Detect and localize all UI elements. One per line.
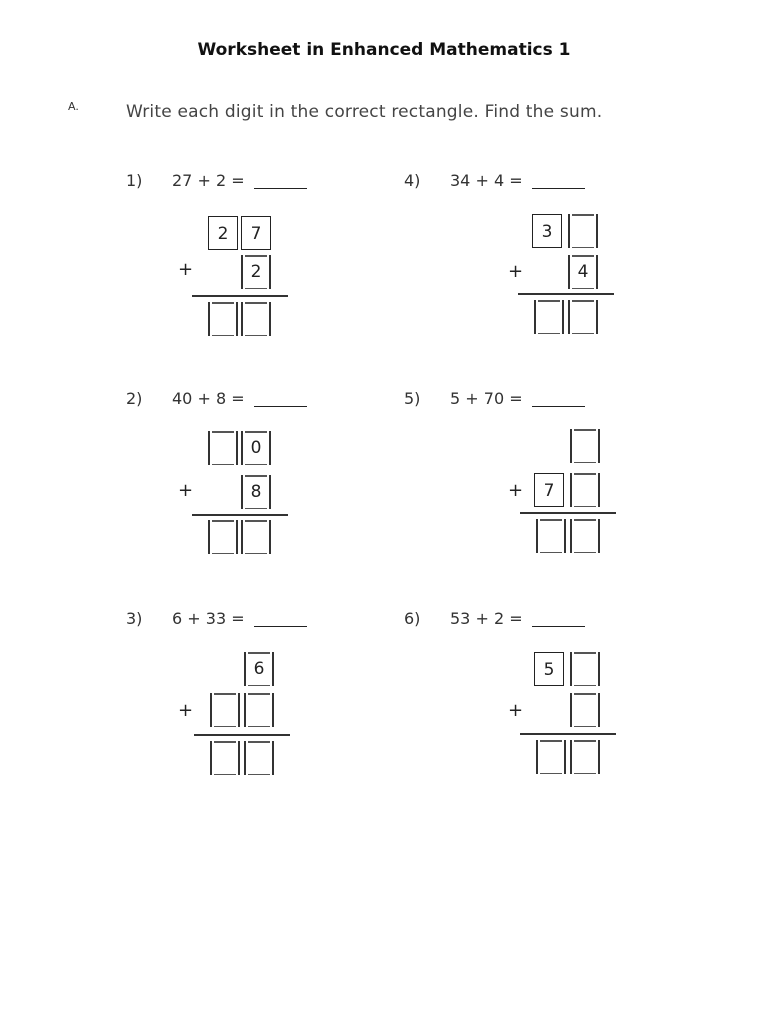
addend2-ones-box[interactable] [570,473,600,507]
addend1-tens-box[interactable]: 2 [208,216,238,250]
answer-blank[interactable] [254,406,307,407]
answer-blank[interactable] [532,406,585,407]
problem-equation: 53 + 2 = [450,609,523,628]
addend2-ones-box[interactable]: 2 [241,255,271,289]
sum-tens-box[interactable] [208,302,238,336]
answer-blank[interactable] [254,188,307,189]
problem-number: 4) [404,171,421,190]
sum-ones-box[interactable] [568,300,598,334]
sum-tens-box[interactable] [536,519,566,553]
sum-line [192,295,288,297]
addend2-tens-box[interactable] [210,693,240,727]
problem-number: 6) [404,609,421,628]
problem-1 [126,171,366,371]
problem-5 [404,389,644,589]
section-label: A. [68,100,79,113]
problem-6 [404,609,644,809]
sum-ones-box[interactable] [241,520,271,554]
addend2-ones-box[interactable]: 4 [568,255,598,289]
sum-ones-box[interactable] [244,741,274,775]
answer-blank[interactable] [532,188,585,189]
problem-4 [404,171,644,371]
plus-sign: + [178,259,194,280]
plus-sign: + [178,480,194,501]
instructions-text: Write each digit in the correct rectangle. Find the sum. [126,102,603,122]
addend2-ones-box[interactable]: 8 [241,475,271,509]
problem-3 [126,609,366,809]
plus-sign: + [508,700,524,721]
problem-number: 2) [126,389,143,408]
worksheet-title: Worksheet in Enhanced Mathematics 1 [197,40,571,60]
addend1-ones-box[interactable]: 6 [244,652,274,686]
problem-equation: 34 + 4 = [450,171,523,190]
problem-number: 3) [126,609,143,628]
problem-equation: 27 + 2 = [172,171,245,190]
sum-line [520,512,616,514]
addend1-tens-box[interactable] [208,431,238,465]
problem-equation: 5 + 70 = [450,389,523,408]
sum-ones-box[interactable] [241,302,271,336]
problem-number: 5) [404,389,421,408]
addend2-ones-box[interactable] [570,693,600,727]
addend1-tens-box[interactable]: 5 [534,652,564,686]
addend1-ones-box[interactable] [570,429,600,463]
sum-ones-box[interactable] [570,740,600,774]
problem-equation: 40 + 8 = [172,389,245,408]
sum-line [520,733,616,735]
answer-blank[interactable] [532,626,585,627]
sum-ones-box[interactable] [570,519,600,553]
addend2-tens-box[interactable]: 7 [534,473,564,507]
sum-line [194,734,290,736]
problem-2 [126,389,366,589]
answer-blank[interactable] [254,626,307,627]
addend1-ones-box[interactable] [568,214,598,248]
sum-tens-box[interactable] [536,740,566,774]
problem-number: 1) [126,171,143,190]
plus-sign: + [508,480,524,501]
addend2-ones-box[interactable] [244,693,274,727]
sum-line [518,293,614,295]
sum-tens-box[interactable] [210,741,240,775]
sum-tens-box[interactable] [534,300,564,334]
addend1-ones-box[interactable] [570,652,600,686]
addend1-tens-box[interactable]: 3 [532,214,562,248]
problem-equation: 6 + 33 = [172,609,245,628]
addend1-ones-box[interactable]: 0 [241,431,271,465]
plus-sign: + [178,700,194,721]
sum-tens-box[interactable] [208,520,238,554]
sum-line [192,514,288,516]
plus-sign: + [508,261,524,282]
addend1-ones-box[interactable]: 7 [241,216,271,250]
